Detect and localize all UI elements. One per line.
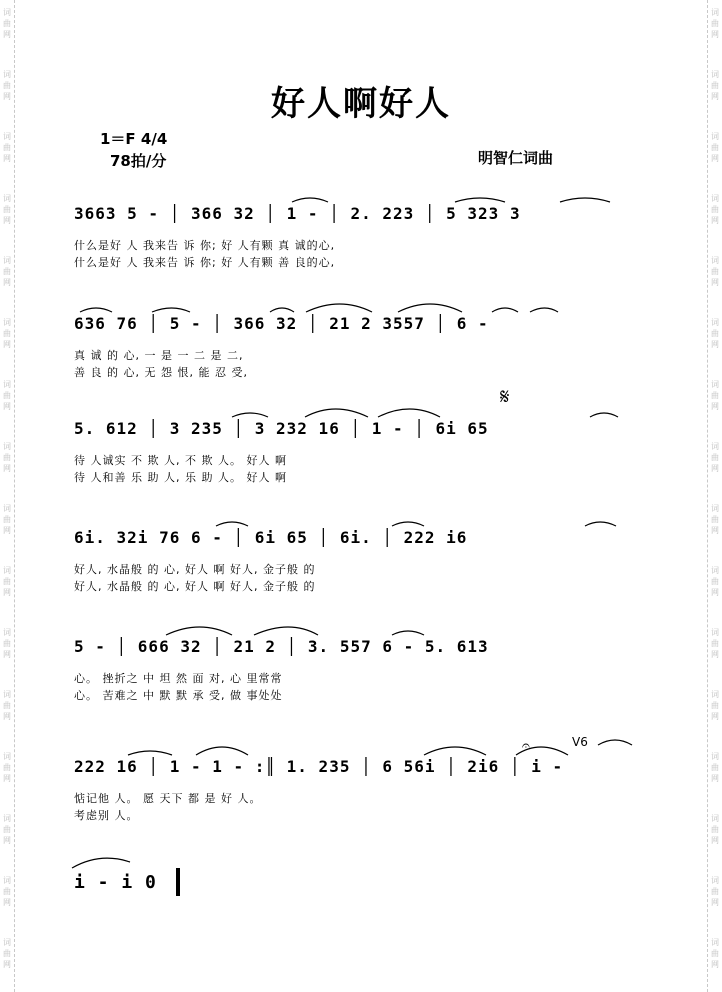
watermark-glyph: 曲: [3, 825, 11, 834]
slur: [292, 198, 328, 202]
watermark-glyph: 网: [711, 650, 719, 659]
watermark-glyph: 词: [711, 566, 719, 575]
watermark-glyph: 曲: [3, 701, 11, 710]
watermark-glyph: 网: [711, 340, 719, 349]
left-watermark-strip: [0, 0, 15, 992]
slur: [196, 747, 248, 755]
watermark-glyph: 网: [3, 92, 11, 101]
watermark-glyph: 网: [711, 154, 719, 163]
slur: [216, 522, 248, 526]
slur: [530, 308, 558, 312]
final-barline: [176, 868, 180, 896]
watermark-glyph: 网: [711, 774, 719, 783]
watermark-glyph: 曲: [3, 577, 11, 586]
watermark-glyph: 网: [3, 30, 11, 39]
slur: [585, 522, 616, 526]
watermark-glyph: 网: [711, 960, 719, 969]
watermark-glyph: 词: [711, 504, 719, 513]
watermark-glyph: 网: [3, 402, 11, 411]
watermark-glyph: 网: [3, 340, 11, 349]
watermark-glyph: 词: [3, 194, 11, 203]
slur: [270, 308, 294, 312]
watermark-glyph: 网: [3, 526, 11, 535]
watermark-glyph: 曲: [711, 763, 719, 772]
lyric-verse-2: 心。 苦难之 中 默 默 承 受, 做 事处处: [74, 689, 283, 702]
right-watermark-strip: [707, 0, 722, 992]
slur: [166, 627, 232, 635]
watermark-glyph: 词: [3, 256, 11, 265]
watermark-glyph: 网: [3, 278, 11, 287]
lyric-verse-1: 惦记他 人。 愿 天下 都 是 好 人。: [74, 792, 262, 805]
watermark-glyph: 网: [711, 898, 719, 907]
slur: [232, 413, 268, 417]
watermark-glyph: 网: [711, 836, 719, 845]
watermark-glyph: 曲: [3, 143, 11, 152]
slur: [72, 858, 130, 868]
composer-credit: 明智仁词曲: [478, 149, 554, 167]
lyric-verse-1: 待 人诚实 不 欺 人, 不 欺 人。 好人 啊: [74, 454, 287, 467]
watermark-glyph: 网: [3, 774, 11, 783]
watermark-glyph: 词: [3, 8, 11, 17]
watermark-glyph: 网: [3, 588, 11, 597]
volta-mark: V6: [572, 735, 588, 749]
watermark-glyph: 词: [3, 504, 11, 513]
watermark-glyph: 曲: [711, 701, 719, 710]
fermata-sign: 𝄐: [522, 738, 530, 754]
watermark-glyph: 曲: [3, 329, 11, 338]
watermark-glyph: 曲: [711, 887, 719, 896]
watermark-glyph: 网: [3, 836, 11, 845]
watermark-glyph: 词: [711, 256, 719, 265]
segno-sign: 𝄋: [500, 385, 510, 410]
watermark-glyph: 曲: [711, 949, 719, 958]
slur: [424, 747, 486, 755]
slur: [590, 413, 618, 417]
watermark-glyph: 词: [711, 752, 719, 761]
watermark-glyph: 网: [3, 960, 11, 969]
lyric-verse-1: 真 诚 的 心, 一 是 一 二 是 二,: [74, 349, 244, 362]
notation-line: 636 76 │ 5 - │ 366 32 │ 21 2 3557 │ 6 -: [74, 314, 489, 333]
watermark-glyph: 网: [3, 650, 11, 659]
watermark-glyph: 曲: [3, 81, 11, 90]
notation-line: 5 - │ 666 32 │ 21 2 │ 3. 557 6 - 5. 613: [74, 637, 489, 656]
notation-line: 6i. 32i 76 6 - │ 6i 65 │ 6i. │ 222 i6: [74, 528, 468, 547]
slur: [306, 304, 372, 312]
slur: [455, 198, 505, 202]
watermark-glyph: 词: [3, 70, 11, 79]
notation-line: 3663 5 - │ 366 32 │ 1 - │ 2. 223 │ 5 323 3: [74, 204, 521, 223]
lyric-verse-2: 待 人和善 乐 助 人, 乐 助 人。 好人 啊: [74, 471, 287, 484]
watermark-glyph: 网: [3, 154, 11, 163]
slur: [305, 409, 368, 417]
watermark-glyph: 网: [711, 712, 719, 721]
notation-line: 222 16 │ 1 - 1 - :║ 1. 235 │ 6 56i │ 2i6 │ i -: [74, 757, 564, 776]
watermark-glyph: 词: [3, 690, 11, 699]
watermark-glyph: 词: [3, 814, 11, 823]
watermark-glyph: 词: [711, 318, 719, 327]
lyric-verse-2: 善 良 的 心, 无 怨 恨, 能 忍 受,: [74, 366, 248, 379]
watermark-glyph: 网: [711, 92, 719, 101]
watermark-glyph: 曲: [711, 19, 719, 28]
watermark-glyph: 曲: [3, 763, 11, 772]
watermark-glyph: 词: [711, 876, 719, 885]
watermark-glyph: 曲: [711, 515, 719, 524]
watermark-glyph: 词: [3, 628, 11, 637]
watermark-glyph: 词: [3, 442, 11, 451]
watermark-glyph: 网: [711, 278, 719, 287]
watermark-glyph: 曲: [711, 267, 719, 276]
slur: [128, 751, 172, 755]
watermark-glyph: 曲: [711, 143, 719, 152]
lyric-verse-1: 什么是好 人 我来告 诉 你; 好 人有颗 真 诚的心,: [74, 239, 336, 252]
watermark-glyph: 曲: [711, 391, 719, 400]
notation-line: 5. 612 │ 3 235 │ 3 232 16 │ 1 - │ 6i 65: [74, 419, 489, 438]
lyric-verse-1: 心。 挫折之 中 坦 然 面 对, 心 里常常: [74, 672, 283, 685]
watermark-glyph: 曲: [3, 19, 11, 28]
slur: [80, 308, 112, 312]
slur: [378, 409, 440, 417]
key-time-signature: 1＝F 4/4: [100, 130, 168, 148]
watermark-glyph: 词: [711, 442, 719, 451]
watermark-glyph: 网: [3, 898, 11, 907]
watermark-glyph: 词: [3, 566, 11, 575]
tempo-marking: 78拍/分: [110, 152, 167, 170]
slur: [598, 740, 632, 745]
watermark-glyph: 词: [711, 132, 719, 141]
watermark-glyph: 曲: [711, 639, 719, 648]
watermark-glyph: 词: [711, 380, 719, 389]
watermark-glyph: 词: [3, 752, 11, 761]
watermark-glyph: 词: [711, 814, 719, 823]
slur: [392, 522, 424, 526]
watermark-glyph: 词: [3, 876, 11, 885]
watermark-glyph: 网: [711, 216, 719, 225]
watermark-glyph: 词: [3, 318, 11, 327]
watermark-glyph: 曲: [3, 205, 11, 214]
watermark-glyph: 曲: [711, 825, 719, 834]
slur: [152, 308, 190, 312]
slur: [392, 631, 424, 635]
watermark-glyph: 曲: [711, 329, 719, 338]
watermark-glyph: 曲: [3, 515, 11, 524]
slur: [560, 198, 610, 202]
slur: [254, 627, 318, 635]
watermark-glyph: 曲: [711, 453, 719, 462]
watermark-glyph: 词: [3, 132, 11, 141]
watermark-glyph: 曲: [3, 887, 11, 896]
watermark-glyph: 词: [711, 938, 719, 947]
watermark-glyph: 曲: [3, 391, 11, 400]
watermark-glyph: 词: [3, 938, 11, 947]
watermark-glyph: 词: [711, 8, 719, 17]
watermark-glyph: 曲: [3, 453, 11, 462]
watermark-glyph: 网: [3, 464, 11, 473]
lyric-verse-2: 好人, 水晶般 的 心, 好人 啊 好人, 金子般 的: [74, 580, 316, 593]
watermark-glyph: 词: [711, 194, 719, 203]
lyric-verse-2: 考虑别 人。: [74, 809, 139, 822]
watermark-glyph: 曲: [711, 577, 719, 586]
notation-line: i - i 0: [74, 872, 157, 893]
watermark-glyph: 曲: [711, 205, 719, 214]
watermark-glyph: 网: [711, 464, 719, 473]
watermark-glyph: 词: [711, 690, 719, 699]
lyric-verse-2: 什么是好 人 我来告 诉 你; 好 人有颗 善 良的心,: [74, 256, 336, 269]
watermark-glyph: 曲: [711, 81, 719, 90]
slur: [492, 308, 518, 312]
watermark-glyph: 词: [3, 380, 11, 389]
watermark-glyph: 网: [711, 30, 719, 39]
watermark-glyph: 曲: [3, 639, 11, 648]
song-title: 好人啊好人: [271, 84, 451, 124]
lyric-verse-1: 好人, 水晶般 的 心, 好人 啊 好人, 金子般 的: [74, 563, 316, 576]
slur: [398, 304, 462, 312]
watermark-glyph: 网: [711, 402, 719, 411]
watermark-glyph: 网: [3, 216, 11, 225]
watermark-glyph: 网: [3, 712, 11, 721]
watermark-glyph: 词: [711, 628, 719, 637]
watermark-glyph: 词: [711, 70, 719, 79]
watermark-glyph: 网: [711, 588, 719, 597]
watermark-glyph: 曲: [3, 949, 11, 958]
watermark-glyph: 网: [711, 526, 719, 535]
watermark-glyph: 曲: [3, 267, 11, 276]
